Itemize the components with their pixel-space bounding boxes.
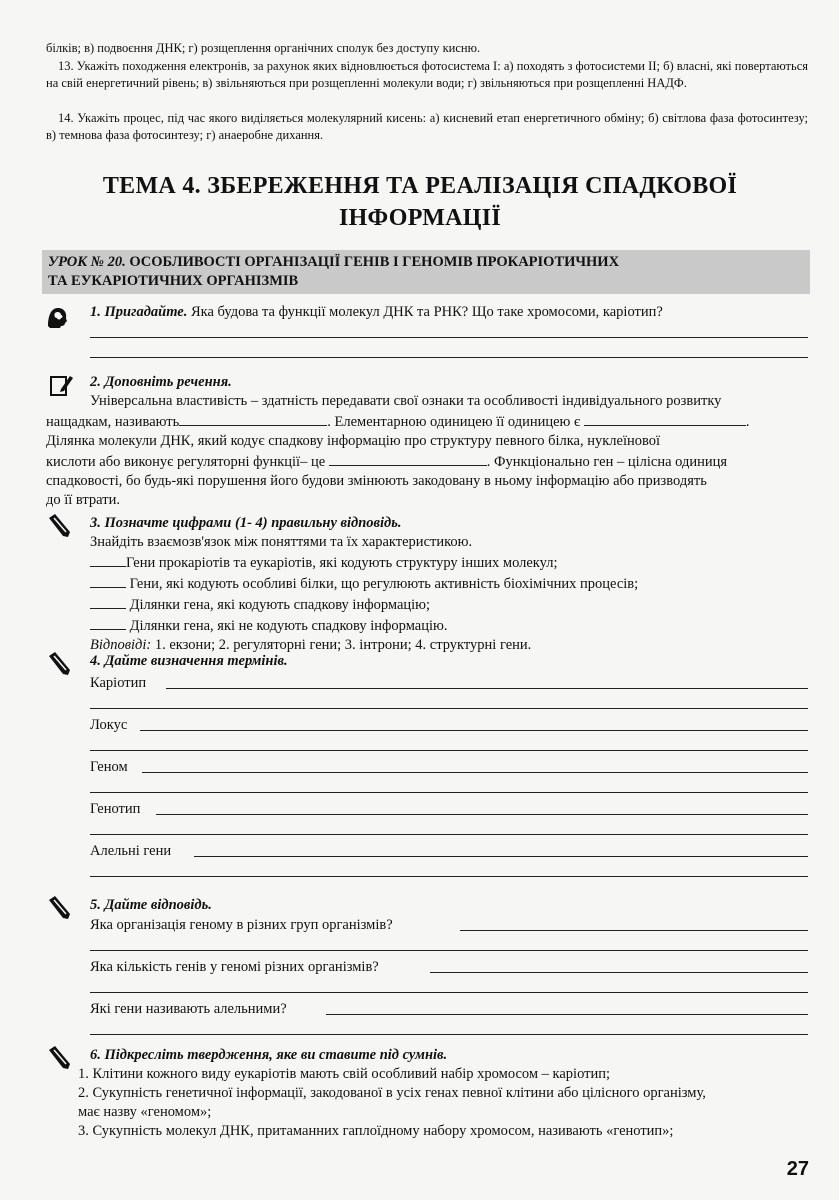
task3-item-text: Гени прокаріотів та еукаріотів, які кодують структуру інших молекул; [126, 555, 558, 571]
task2-p2c: . [745, 414, 750, 430]
definition-line[interactable] [90, 708, 808, 709]
task3-item-text: Ділянки гена, які кодують спадкову інформацію; [126, 597, 431, 613]
term-label: Геном [90, 759, 128, 775]
task3-answers-label: Відповіді: [90, 637, 152, 653]
fill-blank[interactable] [584, 411, 746, 426]
number-blank[interactable] [90, 552, 126, 567]
pencil-icon [46, 512, 72, 538]
question-14: 14. Укажіть процес, під час якого виділяється молекулярний кисень: а) кисневий етап енергетичного обміну; б) світлова фаза фотосинтезу; в) темнова фаза фотосинтезу; г) анаеробне дихання. [46, 111, 808, 142]
task2-p4 [46, 451, 808, 472]
task2-heading: 2. Доповніть речення. [90, 374, 232, 390]
task3-answers-text: 1. екзони; 2. регуляторні гени; 3. інтрони; 4. структурні гени. [151, 637, 532, 653]
term-label: Локус [90, 717, 128, 733]
answer-line[interactable] [326, 1014, 808, 1015]
page-number: 27 [786, 1158, 809, 1180]
number-blank[interactable] [90, 573, 126, 588]
task1-text: Яка будова та функції молекул ДНК та РНК? Що таке хромосоми, каріотип? [190, 304, 663, 320]
question-13: 13. Укажіть походження електронів, за рахунок яких відновлюється фотосистема І: а) походять з фотосистеми ІІ; б) власні, які повертаються на свій енергетичний рівень; в) звільняються при розщепленні молекули води; г) звільняються при розщепленні НАДФ. [46, 59, 808, 90]
definition-line[interactable] [90, 750, 808, 751]
question-text: Які гени називають алельними? [90, 1001, 287, 1017]
lesson-title-line1: ОСОБЛИВОСТІ ОРГАНІЗАЦІЇ ГЕНІВ І ГЕНОМІВ ПРОКАРІОТИЧНИХ [125, 254, 620, 270]
pencil-icon [46, 894, 72, 920]
task4-heading: 4. Дайте визначення термінів. [90, 653, 288, 669]
statement-2b[interactable]: має назву «геномом»; [78, 1104, 212, 1120]
topic-line1: ТЕМА 4. ЗБЕРЕЖЕННЯ ТА РЕАЛІЗАЦІЯ СПАДКОВОЇ [102, 173, 738, 199]
term-label: Алельні гени [90, 843, 172, 859]
task3-instruction: Знайдіть взаємозв'язок між поняттями та їх характеристикою. [90, 534, 473, 550]
definition-line[interactable] [90, 876, 808, 877]
definition-line[interactable] [140, 730, 808, 731]
lesson-title [48, 253, 748, 291]
answer-line[interactable] [90, 992, 808, 993]
answer-line[interactable] [460, 930, 808, 931]
number-blank[interactable] [90, 594, 126, 609]
head-silhouette-icon [44, 304, 70, 330]
answer-line[interactable] [90, 337, 808, 338]
definition-line[interactable] [156, 814, 808, 815]
statement-2a[interactable]: 2. Сукупність генетичної інформації, закодованої в усіх генах певної клітини або цілісного організму, [78, 1085, 706, 1101]
definition-line[interactable] [194, 856, 808, 857]
statement-3[interactable]: 3. Сукупність молекул ДНК, притаманних гаплоїдному набору хромосом, називають «генотип»; [78, 1123, 674, 1139]
task2-p6: до її втрати. [46, 492, 120, 508]
lesson-prefix: УРОК № 20. [48, 254, 126, 270]
term-label: Каріотип [90, 675, 147, 691]
task2-p2 [46, 411, 808, 432]
task1-heading: 1. Пригадайте. [90, 304, 188, 320]
answer-line[interactable] [430, 972, 808, 973]
task2-p3: Ділянка молекули ДНК, який кодує спадкову інформацію про структуру певного білка, нуклеїнової [46, 433, 661, 449]
answer-line[interactable] [90, 1034, 808, 1035]
question-text: Яка організація геному в різних груп організмів? [90, 917, 393, 933]
number-blank[interactable] [90, 615, 126, 630]
prev-line1: білків; в) подвоєння ДНК; г) розщеплення органічних сполук без доступу кисню. [46, 41, 481, 55]
topic-line2: ІНФОРМАЦІЇ [338, 205, 502, 231]
task3-item [90, 552, 810, 573]
task2-p1: Універсальна властивість – здатність передавати свої ознаки та особливості індивідуального розвитку [90, 393, 722, 409]
task3-item-text: Ділянки гена, які не кодують спадкову інформацію. [126, 618, 448, 634]
task2-p2b: . Елементарною одиницею її одиницею є [327, 414, 581, 430]
task2-p4b: . Функціонально ген – цілісна одиниця [486, 454, 728, 470]
task2-p4a: кислоти або виконує регуляторні функції– це [46, 454, 326, 470]
topic-heading [60, 170, 780, 234]
answer-line[interactable] [90, 950, 808, 951]
definition-line[interactable] [166, 688, 808, 689]
fill-blank[interactable] [179, 411, 327, 426]
definition-line[interactable] [90, 834, 808, 835]
task3-item-text: Гени, які кодують особливі білки, що регулюють активність біохімічних процесів; [126, 576, 639, 592]
task1-row [90, 303, 810, 322]
task2-body [46, 392, 808, 510]
pencil-icon [46, 650, 72, 676]
answer-line[interactable] [90, 357, 808, 358]
task2-p5: спадковості, бо будь-які порушення його будови змінюють закодовану в ньому інформацію або призводять [46, 473, 707, 489]
task3-item [90, 573, 810, 594]
definition-line[interactable] [142, 772, 808, 773]
task5-heading: 5. Дайте відповідь. [90, 897, 212, 913]
task3-body [90, 533, 810, 655]
lesson-title-line2: ТА ЕУКАРІОТИЧНИХ ОРГАНІЗМІВ [48, 273, 299, 289]
task3-item [90, 615, 810, 636]
fill-blank[interactable] [329, 451, 487, 466]
task2-p2a: нащадкам, називають [46, 414, 180, 430]
task6-body [78, 1065, 810, 1141]
question-text: Яка кількість генів у геномі різних організмів? [90, 959, 379, 975]
task6-heading: 6. Підкресліть твердження, яке ви ставите під сумнів. [90, 1047, 448, 1063]
definition-line[interactable] [90, 792, 808, 793]
term-label: Генотип [90, 801, 141, 817]
statement-1[interactable]: 1. Клітини кожного виду еукаріотів мають свій особливий набір хромосом – каріотип; [78, 1066, 611, 1082]
pencil-icon [46, 1044, 72, 1070]
task3-heading: 3. Позначте цифрами (1- 4) правильну відповідь. [90, 515, 402, 531]
task3-item [90, 594, 810, 615]
